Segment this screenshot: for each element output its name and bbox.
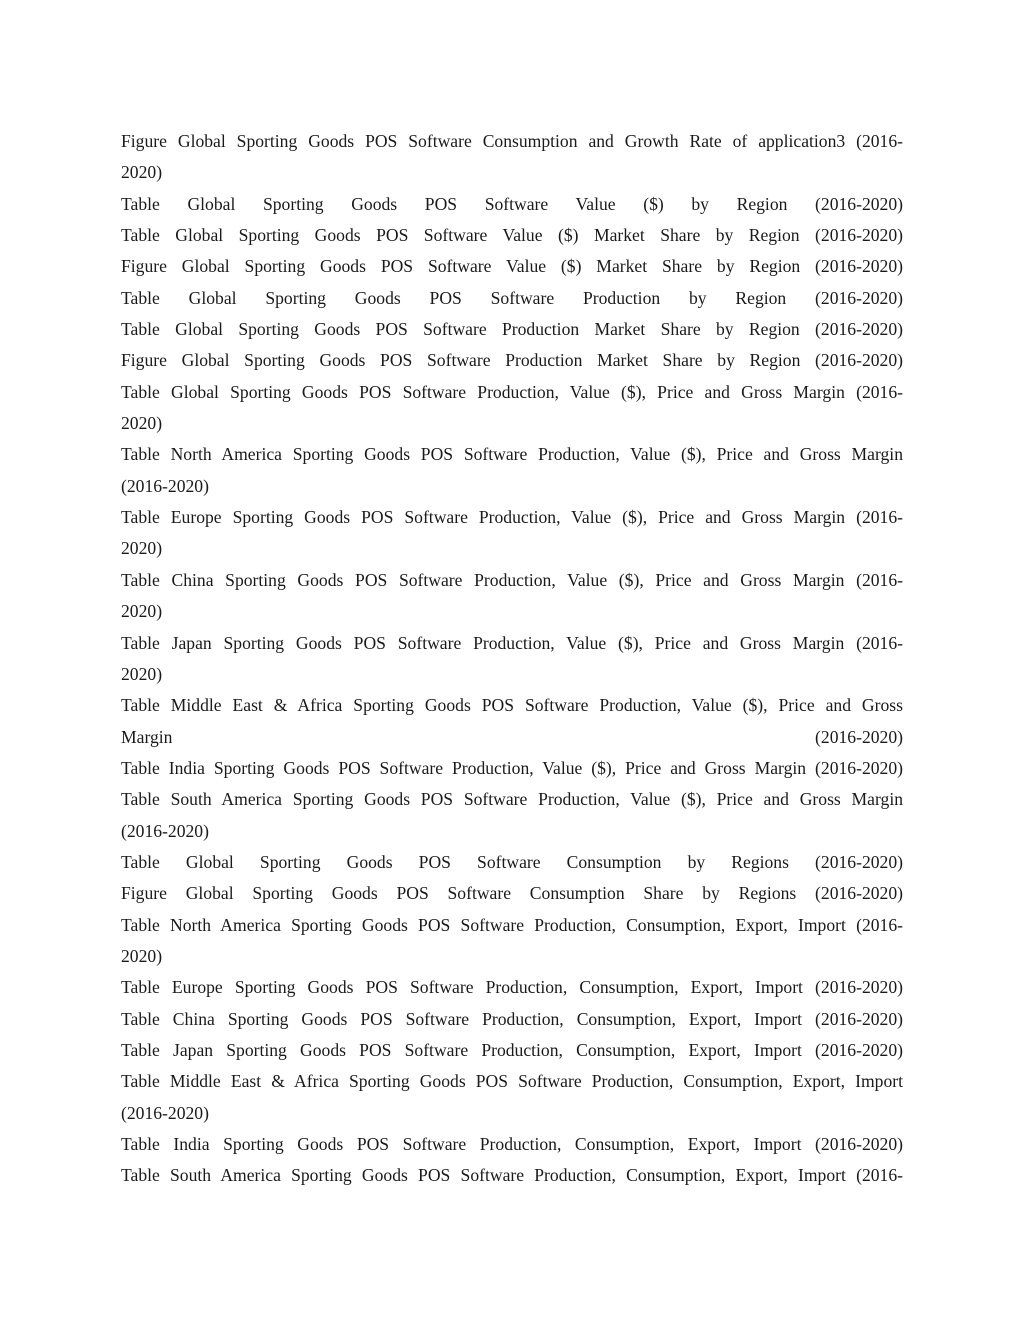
list-item-line: Table India Sporting Goods POS Software Production, Consumption, Export, Import (2016-2020) <box>121 1134 903 1154</box>
list-item-line: Figure Global Sporting Goods POS Software Consumption Share by Regions (2016-2020) <box>121 883 903 904</box>
list-item-line: Table India Sporting Goods POS Software Production, Value ($), Price and Gross Margin (2016-2020) <box>121 757 903 778</box>
list-item-line: Table Europe Sporting Goods POS Software Production, Value ($), Price and Gross Margin (2016- <box>121 507 903 528</box>
list-item-line: 2020) <box>121 413 163 434</box>
list-item-line: 2020) <box>121 162 163 183</box>
list-item-line: Margin (2016-2020) <box>121 726 903 747</box>
list-item-line: Table Global Sporting Goods POS Software Consumption by Regions (2016-2020) <box>121 851 903 872</box>
list-item-line: 2020) <box>121 945 163 966</box>
list-item-line: (2016-2020) <box>121 1102 209 1123</box>
list-item-line: Table Japan Sporting Goods POS Software Production, Value ($), Price and Gross Margin (2016- <box>121 632 903 653</box>
list-item-line: (2016-2020) <box>121 475 209 496</box>
list-item-line: 2020) <box>121 601 163 622</box>
list-item-line: Table North America Sporting Goods POS Software Production, Consumption, Export, Import (2016- <box>121 914 903 935</box>
list-item-line: Table Global Sporting Goods POS Software Production by Region (2016-2020) <box>121 287 903 308</box>
list-item-line: Table Japan Sporting Goods POS Software Production, Consumption, Export, Import (2016-2020) <box>121 1039 903 1060</box>
list-item-line: Table Middle East & Africa Sporting Goods POS Software Production, Consumption, Export, Import <box>121 1071 903 1092</box>
list-item-line: Figure Global Sporting Goods POS Software Value ($) Market Share by Region (2016-2020) <box>121 256 903 277</box>
list-item-line: 2020) <box>121 538 163 559</box>
list-item-line: Figure Global Sporting Goods POS Software Consumption and Growth Rate of application3 (2016- <box>121 131 903 151</box>
list-item-line: 2020) <box>121 663 163 684</box>
list-item-line: Table China Sporting Goods POS Software Production, Consumption, Export, Import (2016-2020) <box>121 1008 903 1029</box>
list-item-line: Table South America Sporting Goods POS Software Production, Consumption, Export, Import (2016- <box>121 1165 903 1186</box>
list-item-line: Table Global Sporting Goods POS Software Production Market Share by Region (2016-2020) <box>121 319 903 340</box>
list-item-line: Table Europe Sporting Goods POS Software Production, Consumption, Export, Import (2016-2020) <box>121 977 903 998</box>
list-item-line: (2016-2020) <box>121 820 209 841</box>
list-item-line: Table North America Sporting Goods POS Software Production, Value ($), Price and Gross Margin <box>121 444 903 465</box>
list-item-line: Table Global Sporting Goods POS Software Production, Value ($), Price and Gross Margin (2016- <box>121 381 903 402</box>
list-of-tables-and-figures <box>121 126 903 1192</box>
list-item-line: Table South America Sporting Goods POS Software Production, Value ($), Price and Gross Margin <box>121 789 903 810</box>
list-item-line: Table Global Sporting Goods POS Software Value ($) Market Share by Region (2016-2020) <box>121 225 903 246</box>
list-item-line: Figure Global Sporting Goods POS Software Production Market Share by Region (2016-2020) <box>121 350 903 371</box>
list-item-line: Table China Sporting Goods POS Software Production, Value ($), Price and Gross Margin (2016- <box>121 569 903 590</box>
list-item-line: Table Middle East & Africa Sporting Goods POS Software Production, Value ($), Price and Gross <box>121 695 903 716</box>
list-item-line: Table Global Sporting Goods POS Software Value ($) by Region (2016-2020) <box>121 193 903 214</box>
